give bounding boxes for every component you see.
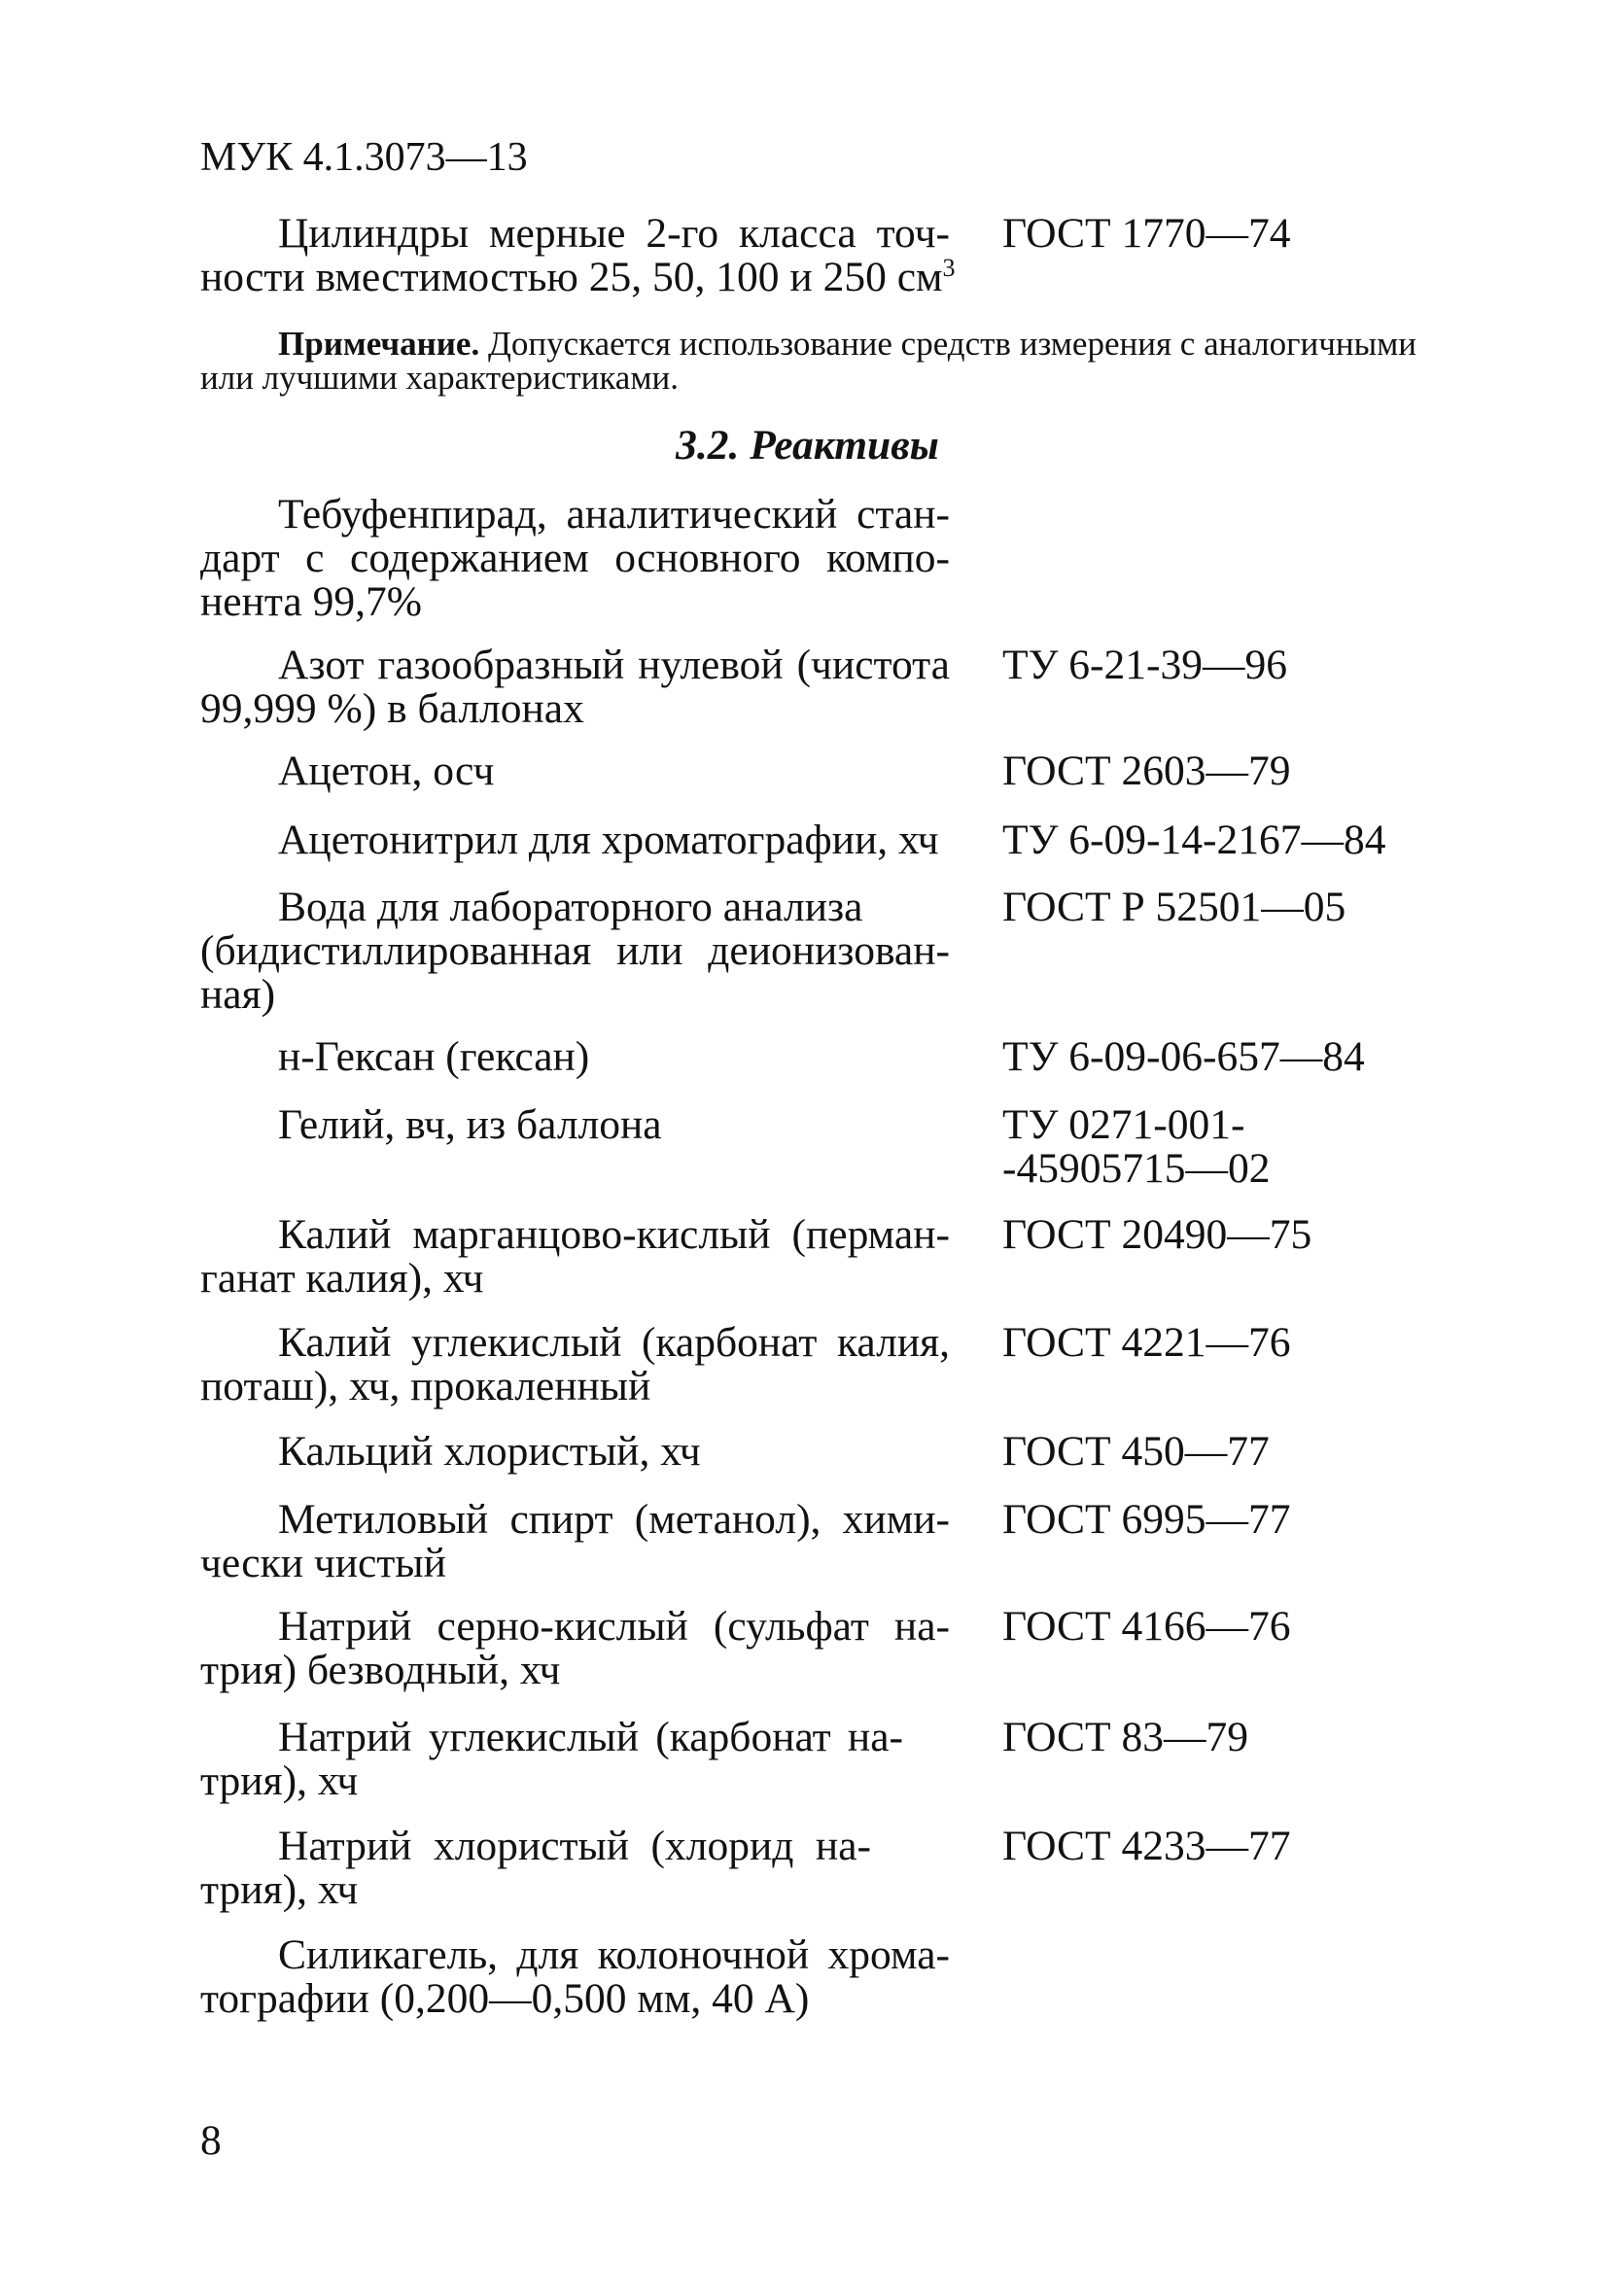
equipment-name-text: ности вместимостью 25, 50, 100 и 250 см bbox=[200, 254, 943, 300]
reagent-entry bbox=[200, 1101, 1415, 1192]
reagent-standard-line: ГОСТ 20490—75 bbox=[1002, 1211, 1312, 1258]
section-title: 3.2. Реактивы bbox=[676, 422, 939, 469]
reagent-name-line: Калий углекислый (карбонат калия, bbox=[278, 1319, 950, 1366]
reagent-entry bbox=[200, 1716, 1415, 1803]
reagent-name-line: Ацетонитрил для хроматографии, хч bbox=[278, 817, 939, 863]
reagent-standard bbox=[1002, 644, 1287, 687]
reagent-entry bbox=[200, 493, 1415, 624]
reagent-description bbox=[200, 886, 950, 1017]
reagent-standard-line: ГОСТ 2603—79 bbox=[1002, 748, 1291, 794]
reagent-description bbox=[200, 1716, 950, 1803]
equipment-name-line: Цилиндры мерные 2-го класса точ- bbox=[278, 210, 950, 257]
reagent-name-line: ная) bbox=[200, 971, 276, 1018]
reagent-standard bbox=[1002, 1716, 1248, 1759]
reagent-name-line: Ацетон, осч bbox=[278, 748, 495, 794]
reagent-entry bbox=[200, 1213, 1415, 1301]
reagent-name-line: Азот газообразный нулевой (чистота bbox=[278, 642, 950, 688]
note bbox=[200, 327, 1415, 395]
reagent-entry bbox=[200, 749, 1415, 793]
equipment-standard bbox=[1002, 212, 1290, 256]
reagent-standard-line: ГОСТ 6995—77 bbox=[1002, 1496, 1291, 1543]
reagent-description bbox=[200, 644, 950, 731]
running-title: МУК 4.1.3073—13 bbox=[200, 135, 528, 180]
reagent-entry bbox=[200, 1933, 1415, 2021]
reagent-name-line: н-Гексан (гексан) bbox=[278, 1033, 590, 1080]
reagent-name-line: трия) безводный, хч bbox=[200, 1647, 561, 1693]
reagent-description bbox=[200, 1933, 950, 2021]
note-line bbox=[200, 327, 1415, 361]
reagent-standard bbox=[1002, 818, 1385, 862]
note-label: Примечание. bbox=[278, 325, 480, 363]
reagent-name-line: тографии (0,200—0,500 мм, 40 А) bbox=[200, 1975, 810, 2022]
reagent-description bbox=[200, 1825, 950, 1912]
reagent-standard bbox=[1002, 1035, 1365, 1079]
reagent-entry bbox=[200, 1605, 1415, 1692]
equipment-standard-line: ГОСТ 1770—74 bbox=[1002, 210, 1291, 257]
reagent-standard bbox=[1002, 1498, 1290, 1542]
reagent-name-line: трия), хч bbox=[200, 1866, 359, 1913]
reagent-description bbox=[200, 1213, 950, 1301]
reagent-standard-line: ТУ 6-21-39—96 bbox=[1002, 642, 1287, 688]
reagent-entry bbox=[200, 1825, 1415, 1912]
reagent-name-line: Натрий хлористый (хлорид на- bbox=[278, 1823, 871, 1869]
reagent-standard-line: ТУ 6-09-06-657—84 bbox=[1002, 1033, 1365, 1080]
reagent-description bbox=[200, 1498, 950, 1585]
reagent-name-line: ганат калия), хч bbox=[200, 1255, 484, 1302]
reagent-standard-line: ГОСТ 450—77 bbox=[1002, 1428, 1270, 1475]
page-number: 8 bbox=[200, 2117, 222, 2164]
reagent-description bbox=[200, 1321, 950, 1409]
reagent-standard bbox=[1002, 1213, 1311, 1257]
reagent-standard-line: ГОСТ 4221—76 bbox=[1002, 1319, 1291, 1366]
reagent-standard-line: ГОСТ 4233—77 bbox=[1002, 1823, 1291, 1869]
reagent-description bbox=[200, 1103, 950, 1147]
reagent-standard-line: -45905715—02 bbox=[1002, 1145, 1271, 1192]
equipment-name-line bbox=[200, 254, 956, 300]
reagent-entry bbox=[200, 818, 1415, 862]
reagent-standard-line: ГОСТ 4166—76 bbox=[1002, 1603, 1291, 1650]
reagent-name-line: Натрий углекислый (карбонат на- bbox=[278, 1714, 903, 1760]
reagent-name-line: чески чистый bbox=[200, 1540, 446, 1586]
reagent-description bbox=[200, 1605, 950, 1692]
reagent-name-line: (бидистиллированная или деионизован- bbox=[200, 927, 950, 974]
reagent-name-line: Кальций хлористый, хч bbox=[278, 1428, 701, 1475]
reagent-name-line: 99,999 %) в баллонах bbox=[200, 685, 584, 732]
reagent-standard bbox=[1002, 1825, 1290, 1868]
reagent-standard bbox=[1002, 1103, 1271, 1191]
note-line: или лучшими характеристиками. bbox=[200, 359, 679, 397]
reagent-name-line: дарт с содержанием основного компо- bbox=[200, 535, 950, 581]
unit-superscript: 3 bbox=[942, 254, 956, 282]
reagent-name-line: Вода для лабораторного анализа bbox=[278, 884, 863, 930]
reagent-standard-line: ТУ 0271-001- bbox=[1002, 1101, 1245, 1148]
reagent-entry bbox=[200, 1035, 1415, 1079]
reagent-entry bbox=[200, 886, 1415, 1017]
equipment-entry bbox=[200, 212, 1415, 299]
reagent-entry bbox=[200, 1430, 1415, 1474]
reagent-entry bbox=[200, 1321, 1415, 1409]
reagent-description bbox=[200, 1430, 950, 1474]
reagent-name-line: Калий марганцово-кислый (перман- bbox=[278, 1211, 950, 1258]
equipment-description bbox=[200, 210, 956, 300]
reagent-standard bbox=[1002, 1321, 1290, 1365]
reagent-description bbox=[200, 493, 950, 624]
reagent-standard bbox=[1002, 1605, 1290, 1649]
reagent-name-line: Натрий серно-кислый (сульфат на- bbox=[278, 1603, 950, 1650]
reagent-standard-line: ГОСТ Р 52501—05 bbox=[1002, 884, 1346, 930]
reagent-name-line: Силикагель, для колоночной хрома- bbox=[278, 1931, 950, 1978]
note-text: Допускается использование средств измерения с аналогичными bbox=[487, 325, 1416, 363]
reagent-name-line: Метиловый спирт (метанол), хими- bbox=[278, 1496, 950, 1543]
reagent-entry bbox=[200, 644, 1415, 731]
reagent-name-line: Тебуфенпирад, аналитический стан- bbox=[278, 491, 950, 538]
reagent-standard-line: ГОСТ 83—79 bbox=[1002, 1714, 1248, 1760]
reagent-standard bbox=[1002, 1430, 1270, 1474]
reagent-standard bbox=[1002, 749, 1290, 793]
reagent-standard bbox=[1002, 886, 1346, 929]
reagent-name-line: поташ), хч, прокаленный bbox=[200, 1363, 651, 1409]
reagent-entry bbox=[200, 1498, 1415, 1585]
reagent-description bbox=[200, 1035, 950, 1079]
reagent-name-line: нента 99,7% bbox=[200, 578, 422, 625]
reagent-standard-line: ТУ 6-09-14-2167—84 bbox=[1002, 817, 1386, 863]
reagent-description bbox=[200, 749, 950, 793]
reagent-description bbox=[200, 818, 950, 862]
reagent-name-line: Гелий, вч, из баллона bbox=[278, 1101, 662, 1148]
reagent-name-line: трия), хч bbox=[200, 1757, 359, 1804]
